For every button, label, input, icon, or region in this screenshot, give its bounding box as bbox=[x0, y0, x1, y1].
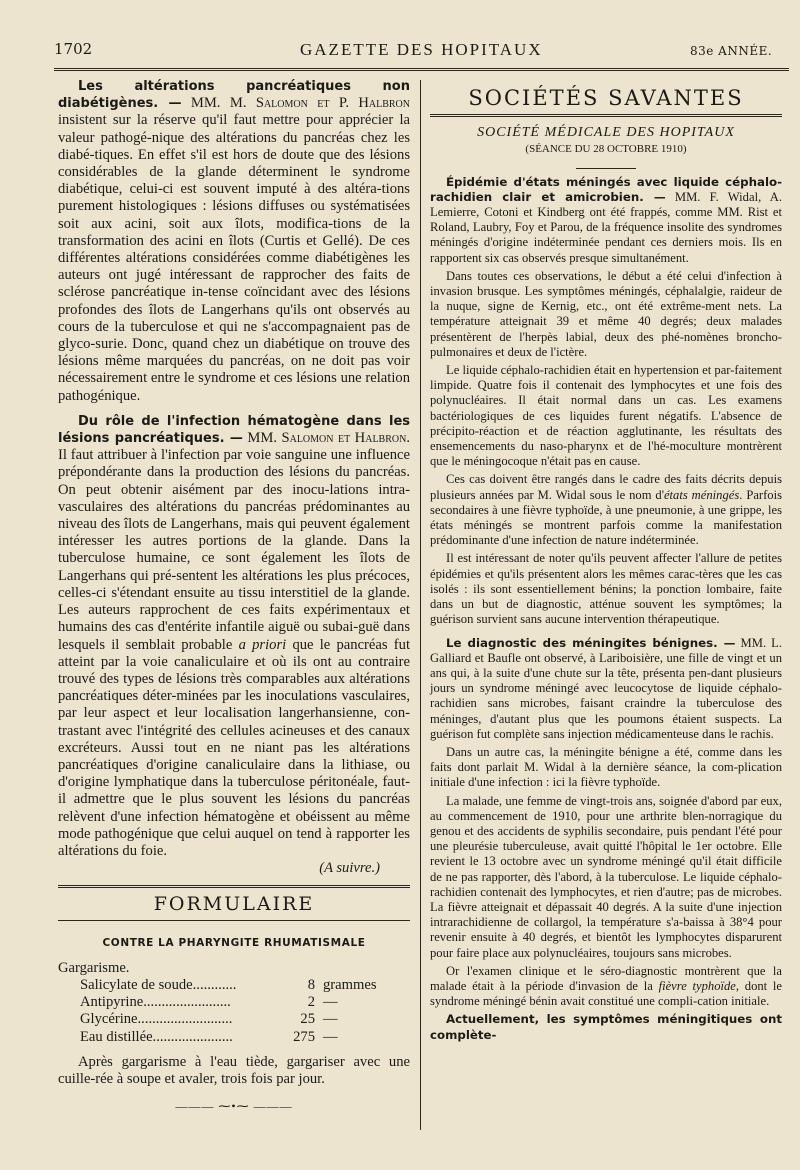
article-body: MM. L. Galliard et Baufle ont observé, à Lariboisière, une fille de vingt et un ans qui, à la suite d'une chute sur la tête, présenta pen-dant plusieurs jours un syndrome méningé avec leucocytose de liquide céphalo-rachidien sans microbes, faisant craindre la tuberculose des méninges, d'autant plus que les poumons étaient suspects. La guérison fut complète sans injection médicamenteuse dans le rachis. bbox=[430, 635, 782, 741]
paragraph: Dans toutes ces observations, le début a été celui d'infection à invasion brusque. Les symptômes méningés, céphalalgie, raideur de la nuque, signe de Kernig, etc., ont été extrême-ment nets. La température atteignait 39 et même 40 degrés; deux malades présentèrent de l'herpès labial, deux des phé-nomènes broncho-pulmonaires et deux de l'ictère. bbox=[430, 268, 782, 359]
paragraph-text: . Parfois secondaires à une fièvre typhoïde, à une pneumonie, à une grippe, les états méningés se montrent parfois comme la manifestation prédominante d'une infection de nature indéterminée. bbox=[430, 487, 782, 548]
ingredient-name: Antipyrine........................ bbox=[80, 994, 231, 1011]
to-be-continued: (A suivre.) bbox=[319, 860, 380, 877]
societes-title: SOCIÉTÉS SAVANTES bbox=[468, 86, 744, 110]
paragraph bbox=[430, 472, 782, 548]
ingredient-qty: 8 bbox=[307, 976, 315, 993]
article-benign-meningitis bbox=[430, 636, 782, 742]
formulaire-subtitle: CONTRE LA PHARYNGITE RHUMATISMALE bbox=[102, 936, 366, 949]
ingredient-qty: 2 bbox=[307, 994, 315, 1011]
article-emphasis: a priori bbox=[238, 636, 287, 653]
ingredient-row bbox=[80, 994, 410, 1011]
article-hematogenous-infection bbox=[58, 413, 410, 877]
end-flourish: ——— ⁓•⁓ ——— bbox=[175, 1099, 293, 1114]
paragraph-text: Ces cas doivent être rangés dans le cadre des faits décrits depuis plusieurs années par M. Widal sous le nom d' bbox=[430, 472, 782, 502]
ingredient-unit: — bbox=[323, 1011, 338, 1028]
short-rule bbox=[576, 168, 636, 169]
ingredient-name: Eau distillée...................... bbox=[80, 1028, 233, 1045]
formulaire-lead: Gargarisme. bbox=[58, 959, 130, 976]
formulaire-instructions: Après gargarisme à l'eau tiède, gargariser avec une cuille-rée à soupe et avaler, trois fois par jour. bbox=[58, 1053, 410, 1087]
article-title: Du rôle de l'infection hématogène dans les lésions pancréatiques. — bbox=[58, 413, 410, 447]
header-rule bbox=[54, 68, 789, 71]
paragraph: Dans un autre cas, la méningite bénigne a été, comme dans les faits dont parlait M. Widal à la dernière séance, la com-plication initiale d'une infection : ici la fièvre typhoïde. bbox=[430, 744, 782, 790]
paragraph-text: Or l'examen clinique et le séro-diagnostic montrèrent que la malade était à la période d'invasion de la bbox=[430, 963, 782, 993]
article-body: Il faut attribuer à l'infection par voie sanguine une influence prépondérante dans la production des lésions du pancréas. On peut obtenir aisément par des inocu-lations intra-vasculaires des altérations du pancréas prédominantes au niveau des îlots de Langerhans, mais qui peuvent également intéresser les autres portions de la glande. Dans la tuberculose humaine, ce sont également les îlots de Langerhans qui pré-sentent les altérations les plus précoces, celles-ci s'étendant ensuite au tissu interstitiel de la glande. Les auteurs rapprochent de ces faits expérimentaux et humains des cas d'entérite infantile aiguë ou subai-guë dans lesquels il semblait probable bbox=[58, 447, 410, 653]
section-rule bbox=[58, 920, 410, 921]
ingredient-qty: 25 bbox=[300, 1011, 315, 1028]
paragraph: Il est intéressant de noter qu'ils peuvent affecter l'allure de petites épidémies et qu'ils présentent alors les mêmes carac-tères que les cas isolés : ils sont essentiellement bénins; la ponction lombaire, faite dans un but de diagnostic, atténue souvent les symptômes; la guérison survient sans aucune intervention thérapeutique. bbox=[430, 551, 782, 627]
ingredient-row bbox=[80, 1029, 410, 1046]
society-name: SOCIÉTÉ MÉDICALE DES HOPITAUX bbox=[477, 125, 735, 141]
article-body-cont: que le pancréas fut atteint par la voie canaliculaire et où ils ont au contraire trouvé des types de lésions très comparables aux altérations pancréatiques déter-minées par les inoculations vasculaires, par leur aspect et leur localisation langerhansienne, con-trastant avec l'intégrité des cellules acineuses et des canaux excréteurs. Aussi tout en ne niant pas les altérations pancréatiques d'origine canaliculaire dans la lithiase, ou d'origine lymphatique dans la tuberculose péritonéale, faut-il admettre que le plus souvent les lésions du pancréas relèvent d'une infection hématogène et obéissent au même mode pathogénique que celui auquel on tend à rapporter les altérations du foie. bbox=[58, 636, 411, 859]
paragraph-emphasis: fièvre typhoïde bbox=[658, 978, 736, 993]
session-date: (SÉANCE DU 28 OCTOBRE 1910) bbox=[525, 143, 687, 156]
paragraph: Le liquide céphalo-rachidien était en hypertension et par-faitement limpide. Quatre fois il contenait des lymphocytes et une fois des polynucléaires. Il était normal dans un cas. Les examens bactériologiques de ces liquides furent négatifs. L'absence de précipito-réaction et de réaction agglutinante, les résultats des ensemencements du naso-pharynx et de l'hé-moculture montrèrent que le méningocoque n'était pas en cause. bbox=[430, 363, 782, 469]
right-column bbox=[430, 85, 782, 1046]
ingredient-name: Glycérine.......................... bbox=[80, 1011, 233, 1028]
section-rule bbox=[430, 114, 782, 117]
article-title: Épidémie d'états méningés avec liquide céphalo-rachidien clair et amicrobien. — bbox=[430, 174, 782, 204]
ingredient-list bbox=[58, 977, 410, 1046]
paragraph: La malade, une femme de vingt-trois ans, soignée d'abord par eux, au commencement de 1910, pour une arthrite blen-norragique du genou et des accidents de syphilis secondaire, puis pendant l'été pour une pleurésie tuberculeuse, avait quitté l'hôpital le 1er octobre. Elle revient le 13 octobre avec un syndrome méningé qu'il était difficile de ne pas rapporter, dès l'abord, à la tuberculose. Le liquide céphalo-rachidien contenait des lymphocytes, et rien d'autre; pas de microbes. La fièvre atteignait et dépassait 40 degrés. A la suite d'une injection intrarachidienne de collargol, la température s'a-baissa à 38°4 pour revenir ensuite à 40 degrés, et bientôt les lymphocytes disparurent pour faire place aux polynucléaires, toujours sans microbes. bbox=[430, 793, 782, 960]
paragraph bbox=[430, 964, 782, 1010]
article-title: Le diagnostic des méningites bénignes. — bbox=[446, 635, 736, 650]
article-body: MM. F. Widal, A. Lemierre, Cotoni et Kindberg ont été frappés, comme MM. Rist et Roland, Laubry, Foy et Parou, de la fréquence insolite des syndromes méningés d'origine indéterminée pendant ces derniers mois. Ils en rapportent six cas observés presque simultanément. bbox=[430, 189, 782, 265]
journal-title: GAZETTE DES HOPITAUX bbox=[300, 40, 543, 59]
ingredient-qty: 275 bbox=[293, 1028, 315, 1045]
left-column bbox=[58, 78, 410, 1115]
article-authors: MM. Salomon et Halbron. bbox=[247, 430, 410, 447]
year-label: 83e ANNÉE. bbox=[690, 44, 773, 58]
ingredient-row bbox=[80, 1011, 410, 1028]
paragraph-text: , dont le syndrome méningé bénin avait constitué une compli-cation initiale. bbox=[430, 978, 782, 1009]
ingredient-name: Salicylate de soude............ bbox=[80, 976, 237, 993]
formulaire-title: FORMULAIRE bbox=[153, 893, 315, 916]
article-authors: MM. M. Salomon et P. Halbron bbox=[190, 95, 410, 112]
article-epidemic bbox=[430, 175, 782, 266]
article-title: Les altérations pancréatiques non diabétigènes. — bbox=[58, 79, 410, 112]
ingredient-unit: — bbox=[323, 1028, 338, 1045]
column-divider bbox=[420, 80, 421, 1130]
ingredient-row bbox=[80, 977, 410, 994]
paragraph: Actuellement, les symptômes méningitiques ont complète- bbox=[430, 1012, 782, 1042]
article-body: insistent sur la réserve qu'il faut mettre pour apprécier la valeur pathogé-nique des altérations du pancréas chez les diabé-tiques. En effet s'il est hors de doute que des lésions considérables de la glande déterminent le syndrome diabétique, celui-ci est souvent imputé à des altéra-tions purement histologiques : lésions diffuses ou systématisées soit aux acini, soit aux îlots, modifica-tions de la transformation des acini en îlots (Curtis et Gellé). De ces différentes altérations considérées comme diabétigènes les auteurs ont jugé intéressant de rapprocher des faits de sclérose pancréatique in-tense coïncidant avec des lésions profondes des îlots de Langerhans qu'ils ont observés au cours de la tuberculose et qui ne s'accompagnaient pas de glyco-surie. Donc, quand chez un diabétique on trouve des lésions même marquées du pancréas, on ne doit pas voir nécessairement entre le syndrome et ces lésions une relation pathogénique. bbox=[58, 112, 410, 404]
paragraph-emphasis: états méningés bbox=[663, 487, 740, 502]
ingredient-unit: — bbox=[323, 994, 338, 1011]
article-pancreatic-alterations bbox=[58, 78, 410, 405]
page-number: 1702 bbox=[54, 40, 93, 58]
ingredient-unit: grammes bbox=[323, 976, 377, 993]
section-rule bbox=[58, 885, 410, 888]
